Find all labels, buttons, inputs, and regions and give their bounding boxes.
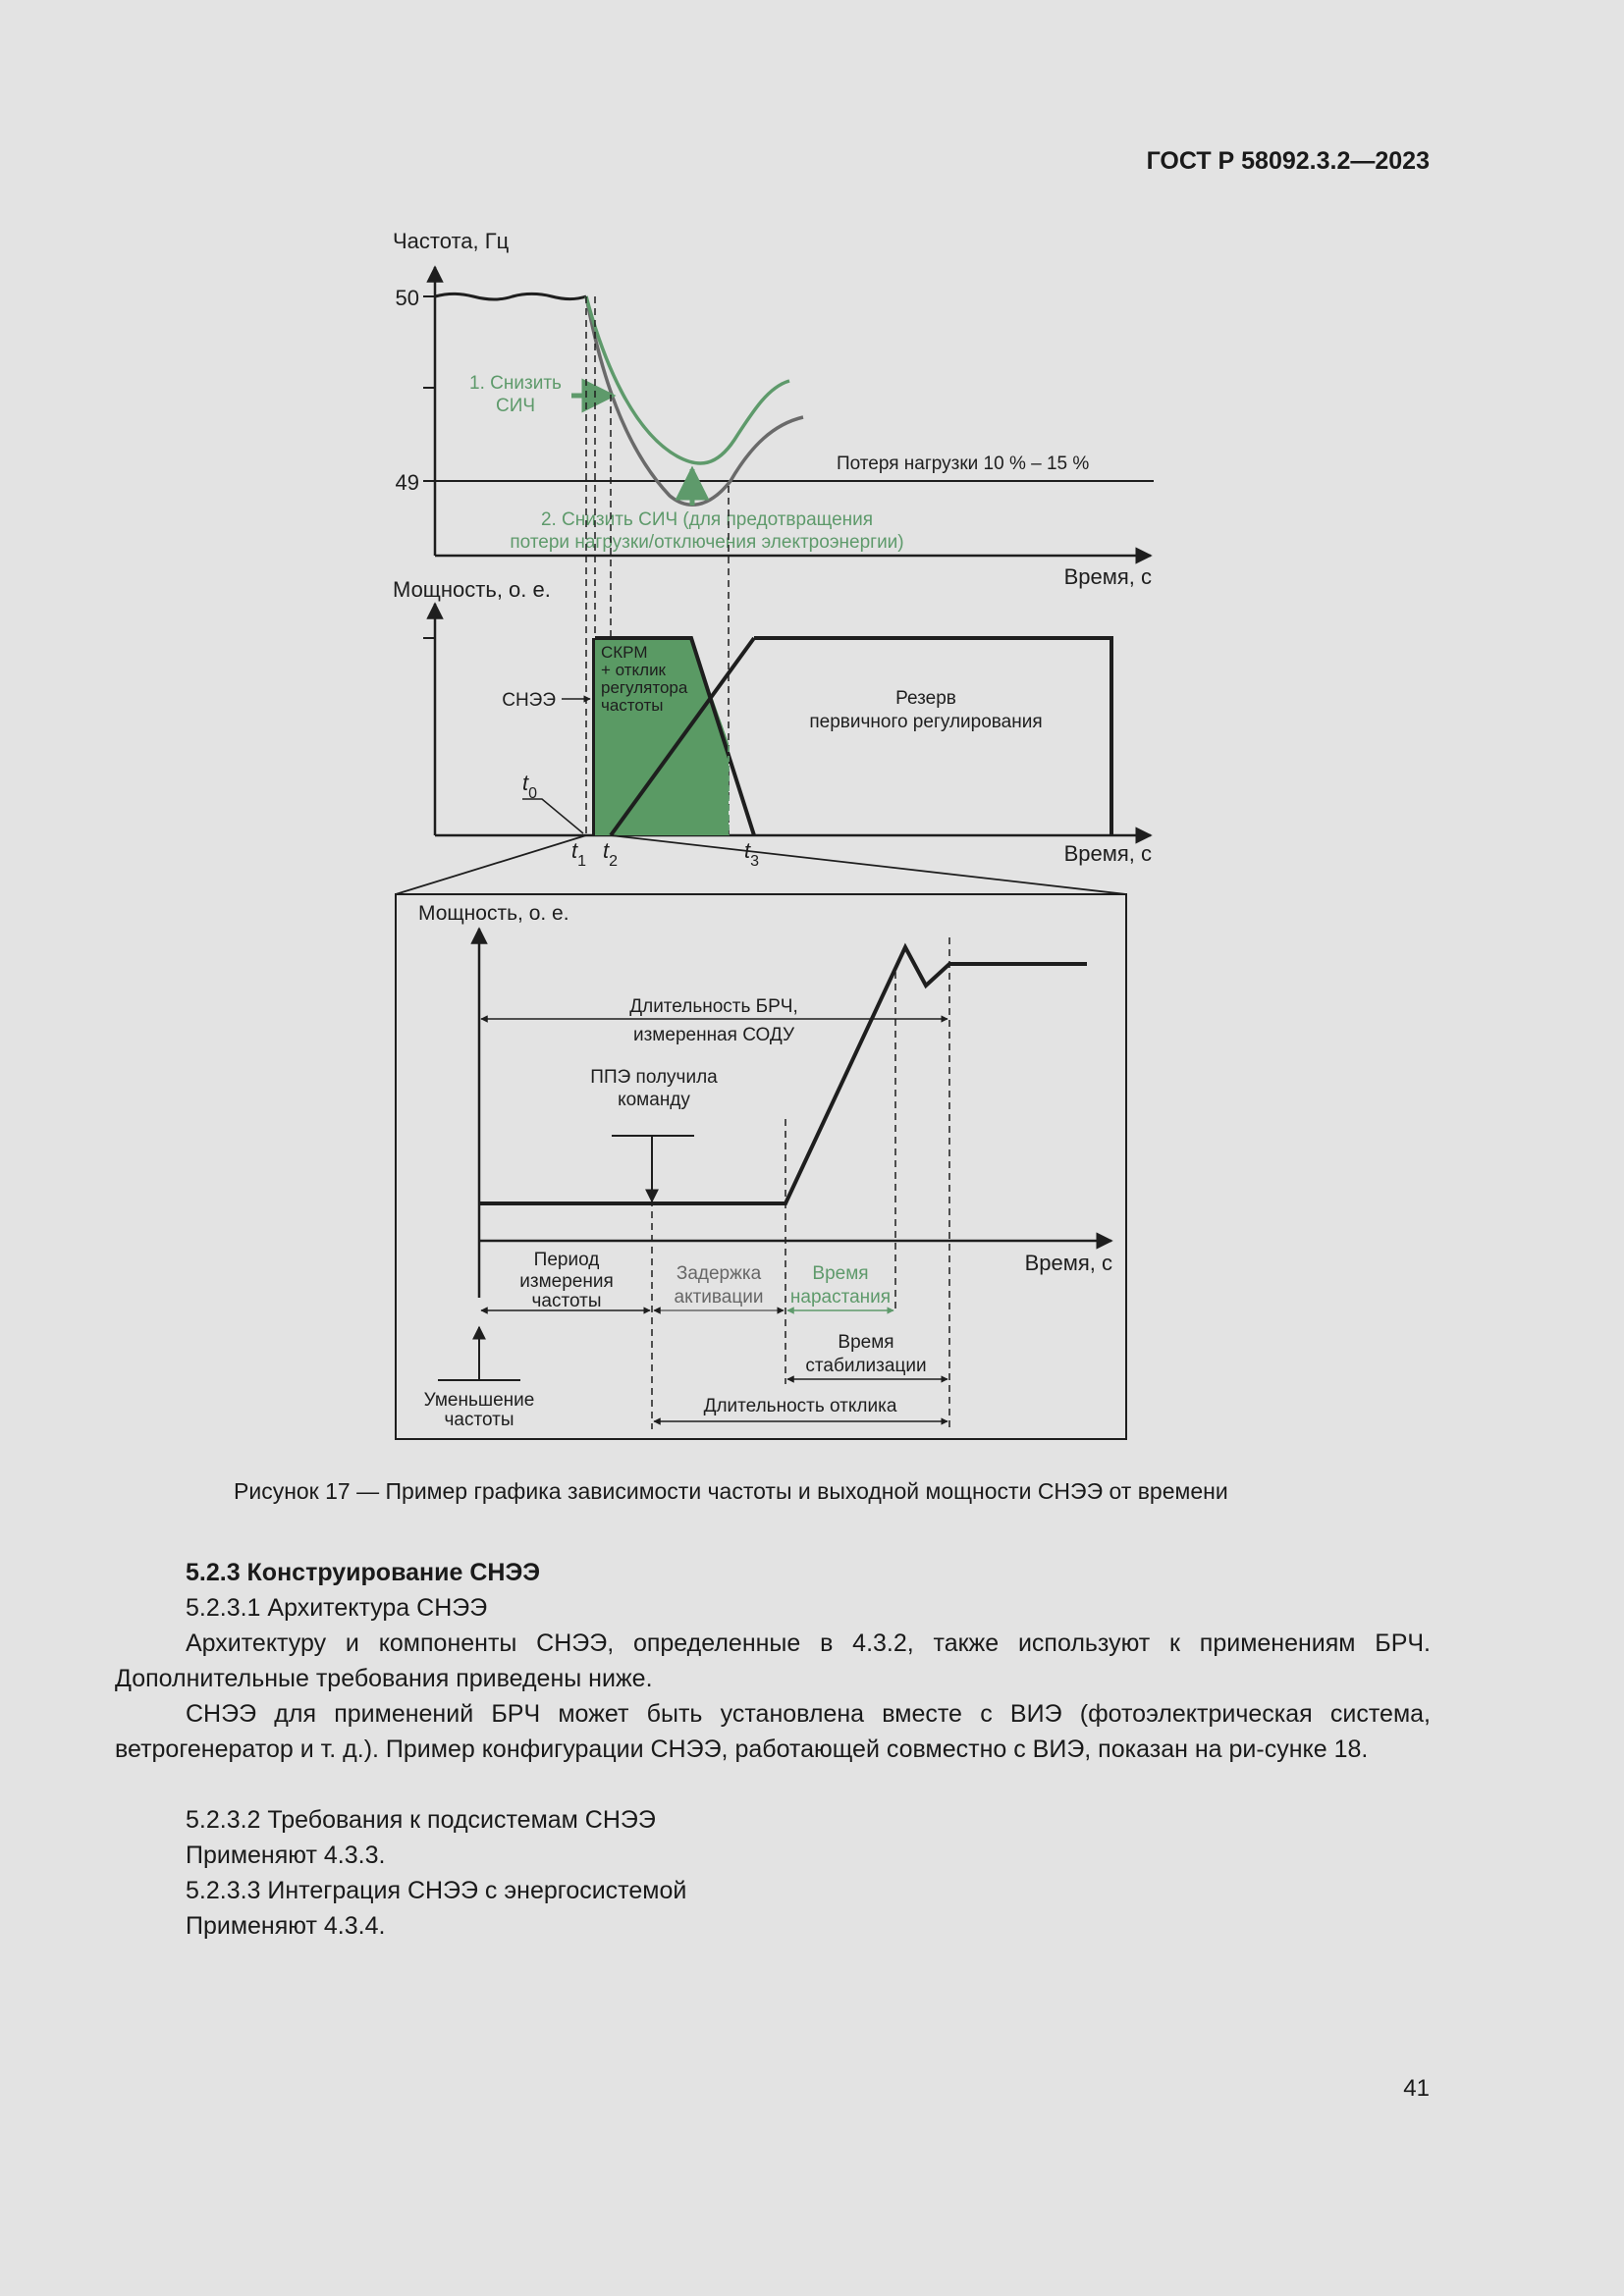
t1-label: $t_1$ bbox=[571, 838, 587, 870]
figure-caption: Рисунок 17 — Пример графика зависимости частоты и выходной мощности СНЭЭ от времени bbox=[234, 1478, 1228, 1504]
annotation-2-line2: потери нагрузки/отключения электроэнергии) bbox=[510, 532, 904, 553]
rise-label-line2: нарастания bbox=[789, 1287, 892, 1308]
skrm-label-line1: СКРМ bbox=[601, 643, 648, 662]
brch-label-line1: Длительность БРЧ, bbox=[629, 996, 798, 1017]
reserve-plateau-line bbox=[754, 638, 1111, 835]
period-label-line3: частоты bbox=[531, 1291, 602, 1311]
decrease-label-line1: Уменьшение bbox=[423, 1390, 535, 1411]
subsection-5-2-3-3: 5.2.3.3 Интеграция СНЭЭ с энергосистемой bbox=[186, 1877, 687, 1904]
rise-label-line1: Время bbox=[812, 1263, 869, 1284]
paragraph-apply-4-3-4: Применяют 4.3.4. bbox=[186, 1912, 386, 1940]
t2-label: $t_2$ bbox=[603, 838, 619, 870]
annotation-2-line1: 2. Снизить СИЧ (для предотвращения bbox=[540, 509, 874, 530]
document-header: ГОСТ Р 58092.3.2—2023 bbox=[1146, 147, 1430, 175]
detail-frame bbox=[396, 894, 1126, 1439]
skrm-label-line4: частоты bbox=[601, 696, 664, 715]
frequency-curve-with-bess bbox=[586, 296, 789, 463]
stab-label-line1: Время bbox=[838, 1332, 894, 1353]
ppe-label-line1: ППЭ получила bbox=[590, 1067, 718, 1088]
t3-label: 3 bbox=[750, 853, 760, 870]
section-heading-5-2-3: 5.2.3 Конструирование СНЭЭ bbox=[186, 1559, 541, 1586]
detail-chart bbox=[396, 894, 1126, 1439]
response-label: Длительность отклика bbox=[703, 1396, 897, 1416]
frequency-y-label: Частота, Гц bbox=[393, 229, 510, 253]
reserve-label-line2: первичного регулирования bbox=[809, 712, 1043, 732]
power-x-label: Время, с bbox=[1063, 841, 1152, 866]
stab-label-line2: стабилизации bbox=[805, 1356, 927, 1376]
paragraph-res-integration: СНЭЭ для применений БРЧ может быть установлена вместе с ВИЭ (фотоэлектрическая система, ветрогенератор и т. д.). Пример конфигурации СНЭЭ, работающей совместно с ВИЭ, показан на ри-сунке 18. bbox=[115, 1700, 1431, 1763]
delay-label-line1: Задержка bbox=[676, 1263, 762, 1284]
detail-x-label: Время, с bbox=[1024, 1251, 1112, 1275]
reserve-label-line1: Резерв bbox=[895, 688, 956, 709]
zoom-line-left bbox=[396, 835, 586, 894]
zoom-line-right bbox=[611, 835, 1126, 894]
subsection-5-2-3-1: 5.2.3.1 Архитектура СНЭЭ bbox=[186, 1594, 488, 1622]
frequency-chart bbox=[393, 229, 1154, 589]
t0-leader bbox=[522, 799, 583, 833]
period-label-line1: Период bbox=[533, 1250, 600, 1270]
delay-label-line2: активации bbox=[674, 1287, 764, 1308]
annotation-1-line1: 1. Снизить bbox=[469, 373, 562, 394]
detail-y-label: Мощность, о. е. bbox=[418, 902, 569, 925]
annotation-1-line2: СИЧ bbox=[495, 396, 536, 416]
tick-label-50: 50 bbox=[395, 286, 419, 310]
subsection-5-2-3-2: 5.2.3.2 Требования к подсистемам СНЭЭ bbox=[186, 1806, 656, 1834]
brch-label-line2: измеренная СОДУ bbox=[632, 1025, 795, 1045]
load-loss-label: Потеря нагрузки 10 % – 15 % bbox=[837, 454, 1090, 474]
period-label-line2: измерения bbox=[519, 1271, 614, 1292]
paragraph-apply-4-3-3: Применяют 4.3.3. bbox=[186, 1842, 386, 1869]
skrm-label-line2: + отклик bbox=[601, 661, 666, 679]
decrease-label-line2: частоты bbox=[444, 1410, 514, 1430]
frequency-x-label: Время, с bbox=[1063, 564, 1152, 589]
frequency-baseline-curve bbox=[435, 294, 586, 299]
power-y-label: Мощность, о. е. bbox=[393, 577, 551, 602]
tick-label-49: 49 bbox=[395, 470, 419, 495]
skrm-label-line3: регулятора bbox=[601, 678, 688, 697]
paragraph-architecture: Архитектуру и компоненты СНЭЭ, определенные в 4.3.2, также используют к применениям БРЧ. Дополнительные требования приведены ниже. bbox=[115, 1629, 1431, 1692]
t0-label: $t_0$ bbox=[522, 771, 538, 802]
ppe-label-line2: команду bbox=[618, 1090, 690, 1110]
power-chart bbox=[393, 577, 1152, 870]
detail-power-profile bbox=[479, 947, 1087, 1203]
snee-label: СНЭЭ bbox=[502, 690, 556, 711]
page-number: 41 bbox=[1403, 2075, 1430, 2102]
